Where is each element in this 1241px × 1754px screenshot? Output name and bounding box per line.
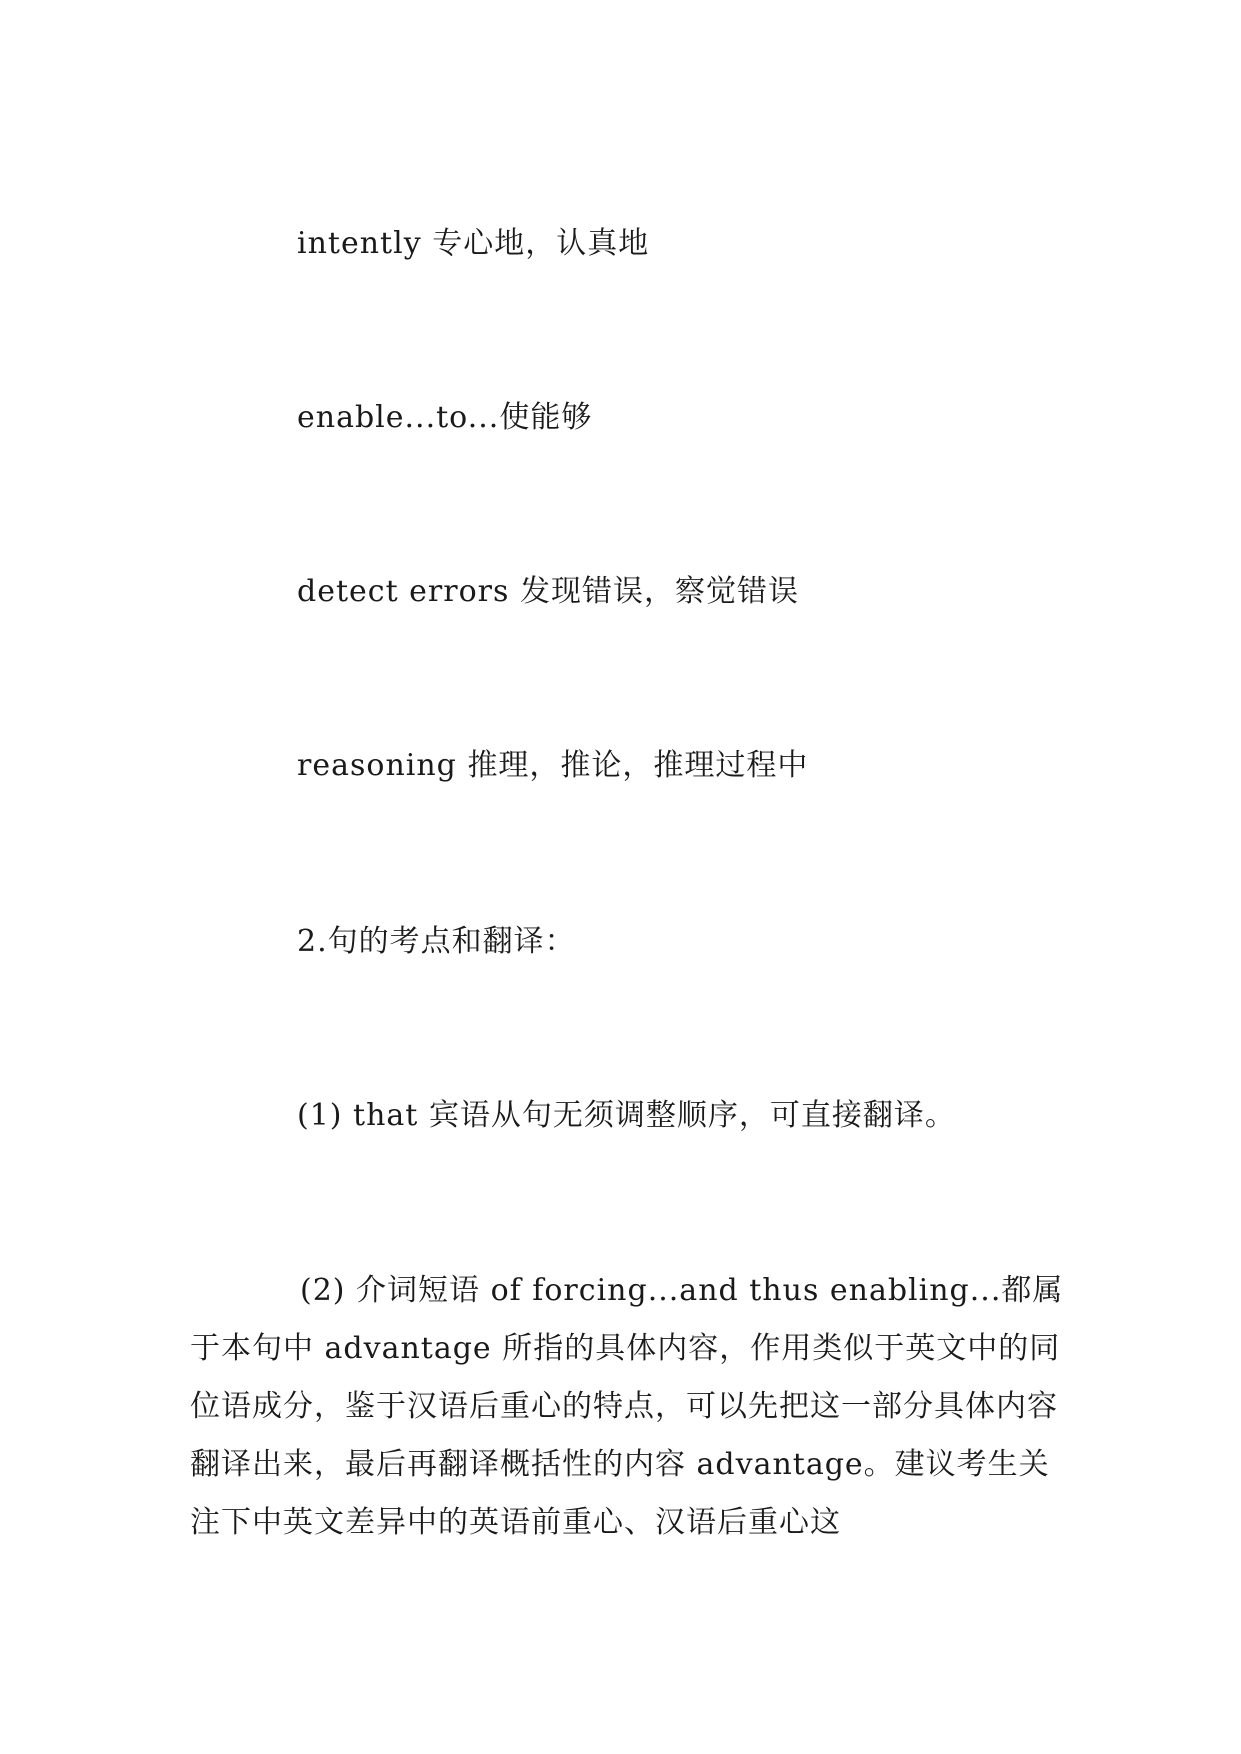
vocab-meaning: 使能够 bbox=[499, 400, 593, 435]
vocab-term: detect errors bbox=[297, 574, 510, 609]
vocab-item bbox=[297, 746, 808, 786]
translation-point-2 bbox=[190, 1262, 1080, 1552]
vocab-item bbox=[297, 224, 649, 264]
vocab-meaning: 专心地，认真地 bbox=[432, 226, 650, 261]
vocab-term: enable...to... bbox=[297, 400, 500, 435]
vocab-term: intently bbox=[297, 226, 422, 261]
section-heading: 2.句的考点和翻译： bbox=[297, 924, 576, 959]
vocab-meaning: 发现错误，察觉错误 bbox=[519, 574, 799, 609]
vocab-item bbox=[297, 572, 799, 612]
vocab-item bbox=[297, 398, 592, 438]
translation-point-2-text: (2) 介词短语 of forcing...and thus enabling...都属于本句中 advantage 所指的具体内容，作用类似于英文中的同位语成分，鉴于汉语后重心的特点，可以先把这一部分具体内容翻译出来，最后再翻译概括性的内容 advantage。建议考生关注下中英文差异中的英语前重心、汉语后重心这 bbox=[190, 1273, 1064, 1540]
vocab-meaning: 推理，推论，推理过程中 bbox=[467, 748, 809, 783]
translation-point-1: (1) that 宾语从句无须调整顺序，可直接翻译。 bbox=[297, 1098, 956, 1133]
vocab-term: reasoning bbox=[297, 748, 457, 783]
